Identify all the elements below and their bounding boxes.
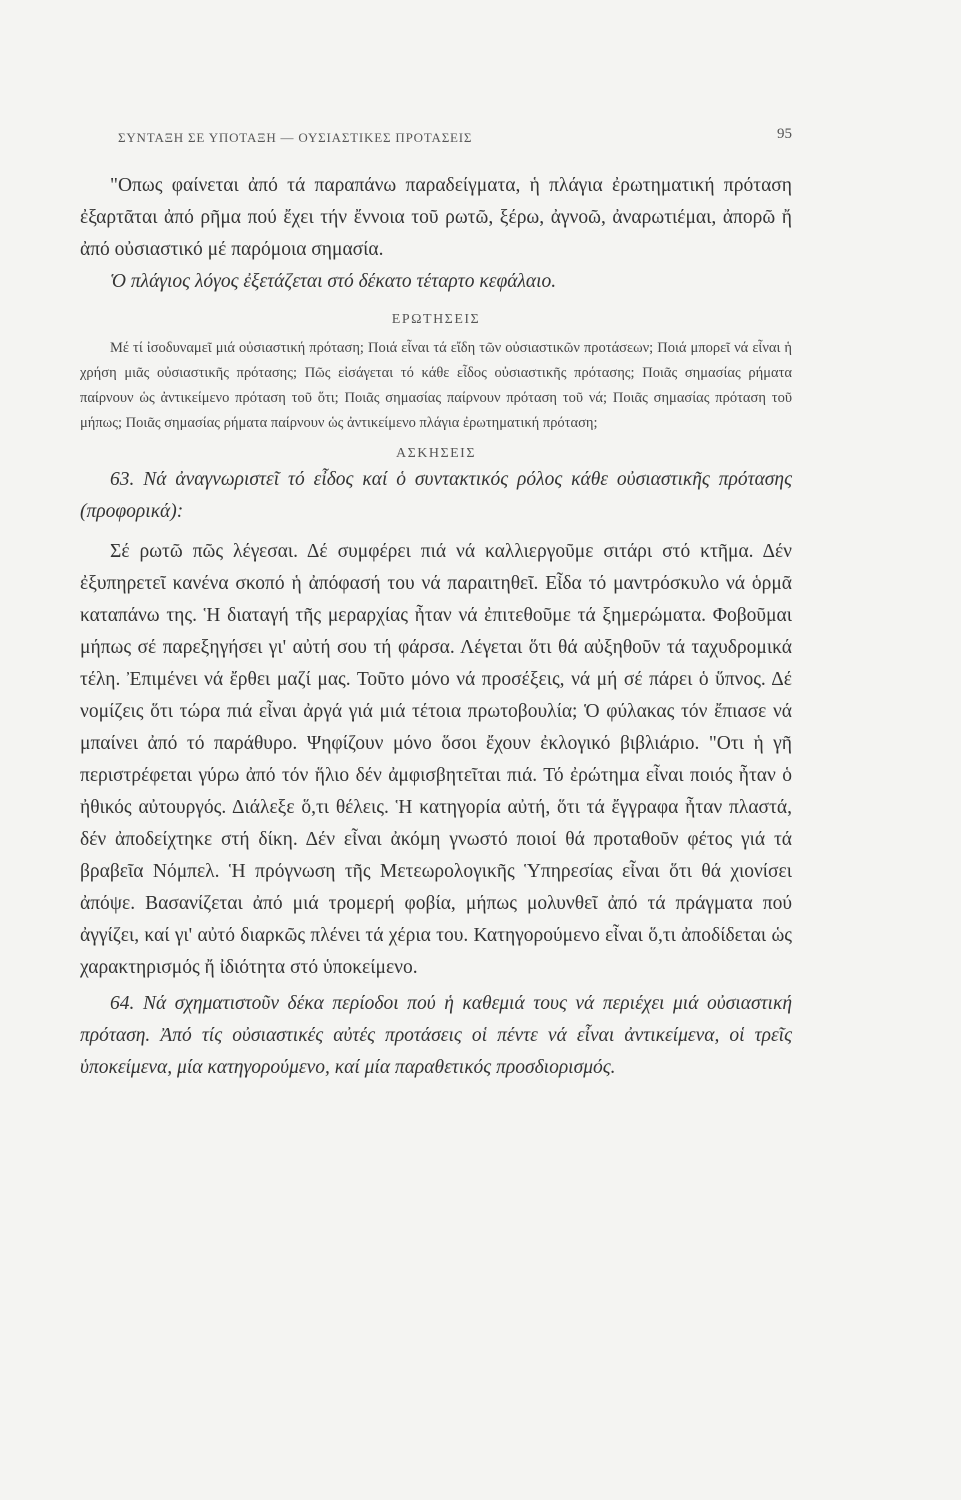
indirect-speech-note: Ὁ πλάγιος λόγος ἐξετάζεται στό δέκατο τέταρτο κεφάλαιο.: [110, 271, 557, 292]
exercise-63-prompt: [80, 464, 792, 528]
questions-text: Μέ τί ἰσοδυναμεῖ μιά οὐσιαστική πρόταση; Ποιά εἶναι τά εἴδη τῶν οὐσιαστικῶν προτάσεων; Ποιά μπορεῖ νά εἶναι ἡ χρήση μιᾶς οὐσιαστικῆς πρότασης; Πῶς εἰσάγεται τό κάθε εἶδος οὐσιαστικῆς πρότασης; Ποιᾶς σημασίας ρήματα παίρνουν ὡς ἀντικείμενο πρόταση τοῦ ὅτι; Ποιᾶς σημασίας παίρνουν πρόταση τοῦ νά; Ποιᾶς σημασίας πρόταση τοῦ μήπως; Ποιᾶς σημασίας ρήματα παίρνουν ὡς ἀντικείμενο πλάγια ἐρωτηματική πρόταση;: [80, 340, 792, 431]
questions-heading: ΕΡΩΤΗΣΕΙΣ: [391, 312, 481, 327]
intro-paragraph: "Οπως φαίνεται ἀπό τά παραπάνω παραδείγματα, ἡ πλάγια ἐρωτηματική πρόταση ἐξαρτᾶται ἀπό ρῆμα πού ἔχει τήν ἔννοια τοῦ ρωτῶ, ξέρω, ἀγνοῶ, ἀναρωτιέμαι, ἀπορῶ ἤ ἀπό οὐσιαστικό μέ παρόμοια σημασία.: [80, 175, 792, 260]
exercise-64-instruction: Νά σχηματιστοῦν δέκα περίοδοι πού ἡ καθεμιά τους νά περιέχει μιά οὐσιαστική πρόταση. Ἀπό τίς οὐσιαστικές αὐτές προτάσεις οἱ πέντε νά εἶναι ἀντικείμενα, οἱ τρεῖς ὑποκείμενα, μία κατηγορούμενο, καί μία παραθετικός προσδιορισμός.: [80, 993, 792, 1078]
exercise-64-prompt: [80, 988, 792, 1084]
exercise-63-number: 63.: [110, 469, 135, 490]
exercises-heading: ΑΣΚΗΣΕΙΣ: [396, 446, 476, 461]
exercise-63-body: Σέ ρωτῶ πῶς λέγεσαι. Δέ συμφέρει πιά νά καλλιεργοῦμε σιτάρι στό κτῆμα. Δέν ἐξυπηρετεῖ κανένα σκοπό ἡ ἀπόφασή του νά παραιτηθεῖ. Εἶδα τό μαντρόσκυλο νά ὁρμᾶ καταπάνω της. Ἡ διαταγή τῆς μεραρχίας ἦταν νά ἐπιτεθοῦμε τά ξημερώματα. Φοβοῦμαι μήπως σέ παρεξηγήσει γι' αὐτή σου τή φάρσα. Λέγεται ὅτι θά αὐξηθοῦν τά ταχυδρομικά τέλη. Ἐπιμένει νά ἔρθει μαζί μας. Τοῦτο μόνο νά προσέξεις, νά μή σέ πάρει ὁ ὕπνος. Δέ νομίζεις ὅτι τώρα πιά εἶναι ἀργά γιά μιά τέτοια πρωτοβουλία; Ὁ φύλακας τόν ἔπιασε νά μπαίνει ἀπό τό παράθυρο. Ψηφίζουν μόνο ὅσοι ἔχουν ἐκλογικό βιβλιάριο. "Οτι ἡ γῆ περιστρέφεται γύρω ἀπό τόν ἥλιο δέν ἀμφισβητεῖται πιά. Τό ἐρώτημα εἶναι ποιός ἦταν ὁ ἠθικός αὐτουργός. Διάλεξε ὅ,τι θέλεις. Ἡ κατηγορία αὐτή, ὅτι τά ἔγγραφα ἦταν πλαστά, δέν ἀποδείχτηκε στή δίκη. Δέν εἶναι ἀκόμη γνωστό ποιοί θά προταθοῦν φέτος γιά τά βραβεῖα Νόμπελ. Ἡ πρόγνωση τῆς Μετεωρολογικῆς Ὑπηρεσίας εἶναι ὅτι θά χιονίσει ἀπόψε. Βασανίζεται ἀπό μιά τρομερή φοβία, μήπως μολυνθεῖ ἀπό τά πράγματα πού ἀγγίζει, καί γι' αὐτό διαρκῶς πλένει τά χέρια του. Κατηγορούμενο εἶναι ὅ,τι ἀποδίδεται ὡς χαρακτηρισμός ἤ ἰδιότητα στό ὑποκείμενο.: [80, 541, 792, 978]
page-number: 95: [777, 126, 792, 142]
exercise-63-instruction: Νά ἀναγνωριστεῖ τό εἶδος καί ὁ συντακτικός ρόλος κάθε οὐσιαστικῆς πρότασης (προφορικά):: [80, 469, 793, 522]
running-title: ΣΥΝΤΑΞΗ ΣΕ ΥΠΟΤΑΞΗ — ΟΥΣΙΑΣΤΙΚΕΣ ΠΡΟΤΑΣΕΙΣ: [118, 130, 473, 145]
exercise-64-number: 64.: [110, 993, 135, 1014]
page-body: [80, 170, 792, 1084]
running-header: [118, 126, 792, 150]
